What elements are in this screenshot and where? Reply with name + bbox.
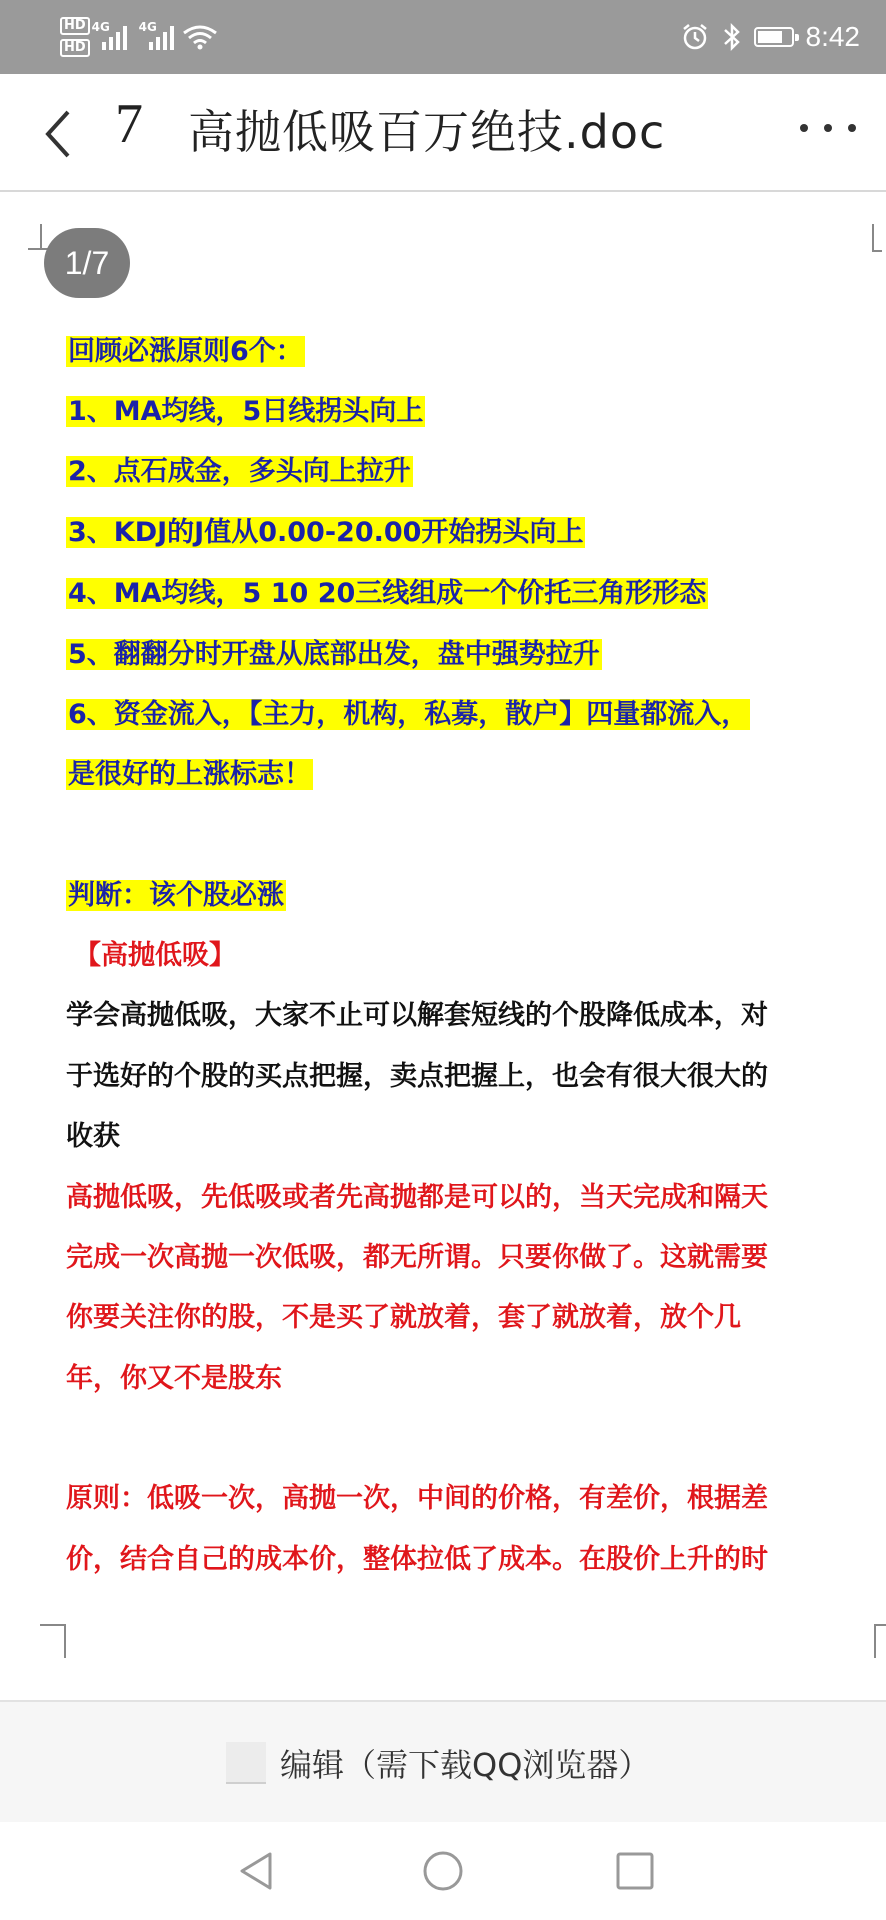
nav-home-icon[interactable] [418,1846,468,1896]
alarm-icon [680,22,710,52]
network-type-2: 4G [138,20,157,34]
status-bar [0,0,886,74]
wifi-icon [182,23,218,51]
doc-paragraph-line: 收获 [66,1121,120,1152]
title-page-number: 7 [115,93,143,155]
edit-button-label: 编辑（需下载QQ浏览器） [280,1746,651,1784]
more-options-button[interactable] [800,124,856,132]
battery-icon [754,27,794,47]
page-indicator: 1/7 [44,228,130,298]
doc-paragraph-line: 原则：低吸一次，高抛一次，中间的价格，有差价，根据差 [66,1483,768,1514]
doc-line-rule: 是很好的上涨标志！ [68,759,311,790]
doc-paragraph-line: 价，结合自己的成本价，整体拉低了成本。在股价上升的时 [66,1544,768,1575]
status-right [680,14,861,60]
edit-bar [0,1700,886,1822]
doc-paragraph-line: 高抛低吸，先低吸或者先高抛都是可以的，当天完成和隔天 [66,1182,768,1213]
doc-paragraph-line: 于选好的个股的买点把握，卖点把握上，也会有很大很大的 [66,1061,768,1092]
status-time: 8:42 [805,21,860,52]
doc-line-judgement: 判断：该个股必涨 [68,880,284,911]
signal-icon [91,20,127,50]
doc-line-rule: 5、翻翻分时开盘从底部出发，盘中强势拉升 [68,639,600,670]
status-left [60,12,218,62]
doc-line-rule: 3、KDJ的J值从0.00-20.00开始拐头向上 [68,517,584,548]
more-dot-icon [848,124,856,132]
more-dot-icon [824,124,832,132]
navigation-bar [0,1822,886,1920]
edit-button[interactable] [226,1740,650,1786]
battery-fill [758,31,782,43]
more-dot-icon [800,124,808,132]
page-corner-mark [872,224,882,252]
hd-indicators [60,17,90,57]
doc-section-title: 【高抛低吸】 [74,940,236,971]
doc-line-heading: 回顾必涨原则6个： [68,336,303,367]
page-corner-mark [874,1624,886,1658]
doc-paragraph-line: 你要关注你的股，不是买了就放着，套了就放着，放个几 [66,1302,741,1333]
doc-paragraph-line: 完成一次高抛一次低吸，都无所谓。只要你做了。这就需要 [66,1242,768,1273]
document-title: 高抛低吸百万绝技.doc [188,105,666,159]
page-corner-mark [40,1624,66,1658]
doc-paragraph-line: 年，你又不是股东 [66,1363,282,1394]
doc-line-rule: 1、MA均线，5日线拐头向上 [68,396,424,427]
hd-badge-2: HD [60,39,90,57]
back-arrow-icon[interactable] [40,104,80,164]
signal-icon-2 [138,20,174,50]
doc-line-rule: 2、点石成金，多头向上拉升 [68,456,411,487]
bluetooth-icon [722,22,742,52]
doc-paragraph-line: 学会高抛低吸，大家不止可以解套短线的个股降低成本，对 [66,1000,768,1031]
nav-back-icon[interactable] [232,1846,282,1896]
doc-line-rule: 4、MA均线，5 10 20三线组成一个价托三角形形态 [68,578,707,609]
network-type-1: 4G [91,20,110,34]
edit-icon [226,1742,266,1784]
hd-badge-1: HD [60,17,90,35]
doc-line-rule: 6、资金流入，【主力，机构，私募，散户】四量都流入， [68,699,749,730]
title-bar [0,74,886,192]
document-viewer[interactable] [0,192,886,1700]
nav-recent-apps-icon[interactable] [610,1846,660,1896]
